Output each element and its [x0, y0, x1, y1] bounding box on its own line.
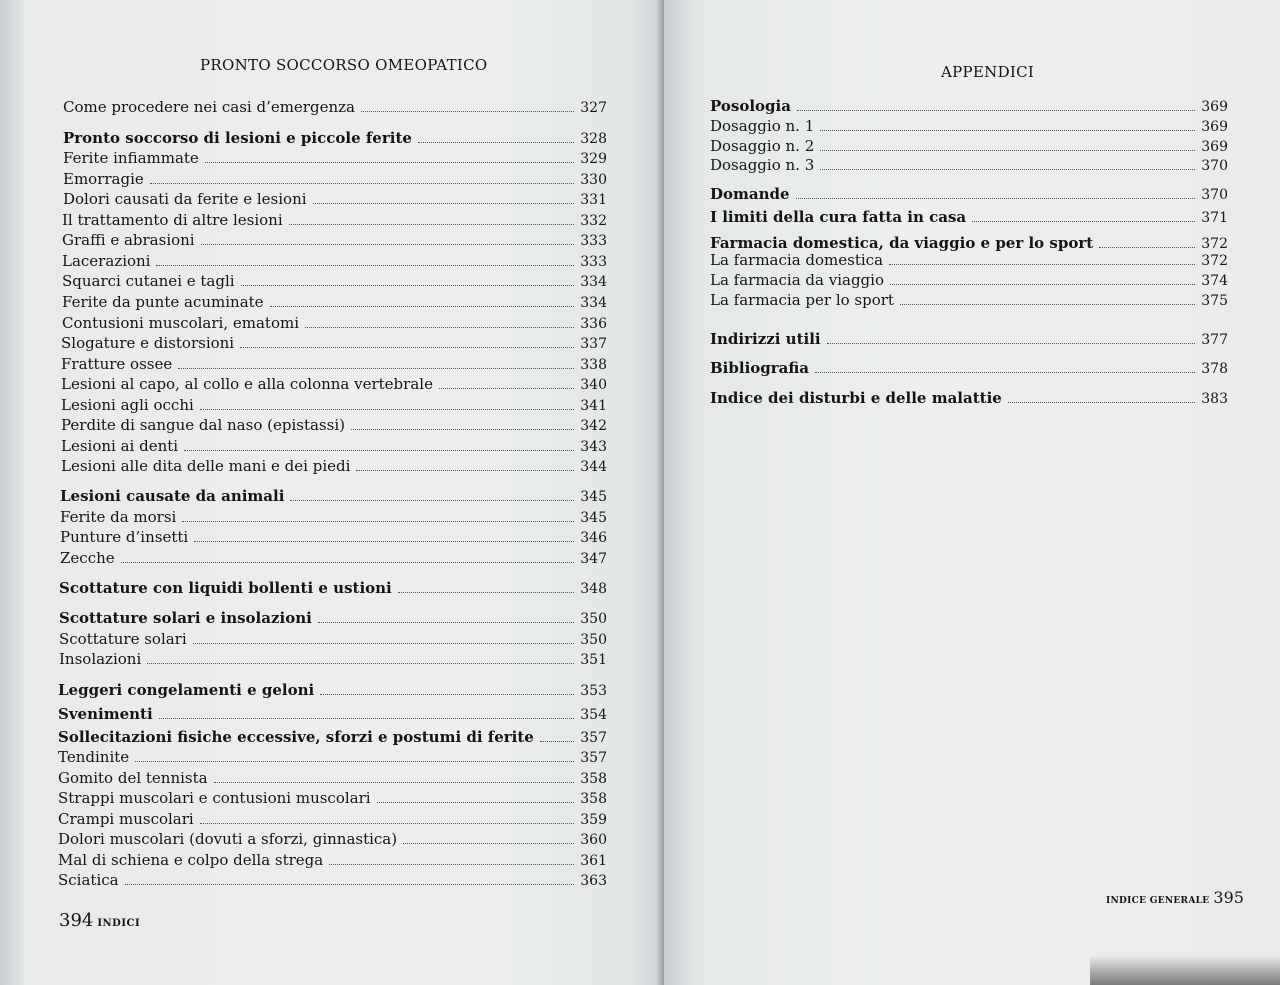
toc-entry[interactable]	[62, 314, 607, 332]
entry-label: Fratture ossee	[61, 355, 173, 373]
entry-page: 348	[580, 581, 607, 597]
toc-entry[interactable]	[61, 457, 607, 475]
entry-page: 361	[580, 853, 607, 869]
section-title-left: PRONTO SOCCORSO OMEOPATICO	[200, 56, 488, 74]
entry-page: 378	[1201, 361, 1228, 377]
entry-label: Indice dei disturbi e delle malattie	[710, 389, 1002, 407]
dot-leader	[439, 387, 574, 389]
entry-page: 358	[580, 771, 607, 787]
dot-leader	[377, 801, 575, 803]
entry-page: 350	[580, 632, 607, 648]
entry-label: Lesioni causate da animali	[60, 487, 285, 505]
entry-page: 328	[580, 131, 607, 147]
entry-page: 336	[580, 316, 607, 332]
entry-label: Perdite di sangue dal naso (epistassi)	[61, 416, 345, 434]
dot-leader	[182, 520, 574, 522]
toc-entry[interactable]	[58, 728, 607, 746]
toc-entry[interactable]	[62, 293, 607, 311]
entry-label: Pronto soccorso di lesioni e piccole ferite	[63, 129, 412, 147]
toc-entry[interactable]	[710, 208, 1228, 226]
toc-entry[interactable]	[59, 579, 607, 597]
dot-leader	[290, 499, 574, 501]
entry-page: 330	[580, 172, 607, 188]
entry-page: 363	[580, 873, 607, 889]
toc-entry[interactable]	[58, 748, 607, 766]
entry-label: Insolazioni	[59, 650, 142, 668]
toc-entry[interactable]	[710, 271, 1228, 289]
entry-label: Mal di schiena e colpo della strega	[58, 851, 324, 869]
entry-page: 354	[580, 707, 607, 723]
toc-entry[interactable]	[61, 396, 607, 414]
toc-entry[interactable]	[61, 375, 607, 393]
dot-leader	[193, 642, 575, 644]
entry-page: 371	[1201, 210, 1228, 226]
toc-entry[interactable]	[60, 487, 607, 505]
entry-label: Slogature e distorsioni	[61, 334, 235, 352]
dot-leader	[1099, 246, 1195, 248]
entry-label: La farmacia domestica	[710, 251, 884, 269]
dot-leader	[201, 243, 575, 245]
dot-leader	[200, 408, 574, 410]
dot-leader	[121, 561, 575, 563]
entry-label: Contusioni muscolari, ematomi	[62, 314, 299, 332]
entry-label: Leggeri congelamenti e geloni	[58, 681, 315, 699]
entry-page: 358	[580, 791, 607, 807]
dot-leader	[320, 693, 574, 695]
entry-page: 329	[580, 151, 607, 167]
entry-label: Lacerazioni	[62, 252, 151, 270]
entry-page: 377	[1201, 332, 1228, 348]
entry-label: La farmacia per lo sport	[710, 291, 894, 309]
toc-entry[interactable]	[63, 190, 607, 208]
toc-entry[interactable]	[60, 549, 607, 567]
entry-page: 351	[580, 652, 607, 668]
entry-page: 327	[580, 100, 607, 116]
entry-label: Indirizzi utili	[710, 330, 821, 348]
entry-page: 360	[580, 832, 607, 848]
toc-entry[interactable]	[58, 810, 607, 828]
dot-leader	[827, 342, 1196, 344]
dot-leader	[156, 264, 574, 266]
entry-page: 347	[580, 551, 607, 567]
toc-entry[interactable]	[710, 137, 1228, 155]
entry-page: 357	[580, 730, 607, 746]
section-title-right: APPENDICI	[941, 63, 1035, 81]
dot-leader	[205, 161, 574, 163]
entry-label: Dosaggio n. 1	[710, 117, 815, 135]
entry-page: 341	[580, 398, 607, 414]
toc-entry[interactable]	[61, 355, 607, 373]
toc-entry[interactable]	[58, 681, 607, 699]
entry-label: Punture d’insetti	[60, 528, 189, 546]
dot-leader	[200, 822, 575, 824]
entry-label: Gomito del tennista	[58, 769, 208, 787]
dot-leader	[889, 263, 1195, 265]
dot-leader	[540, 740, 574, 742]
dot-leader	[240, 346, 574, 348]
entry-label: Il trattamento di altre lesioni	[62, 211, 283, 229]
dot-leader	[184, 449, 574, 451]
entry-page: 334	[580, 274, 607, 290]
dot-leader	[398, 591, 575, 593]
entry-label: Zecche	[60, 549, 115, 567]
dot-leader	[147, 662, 574, 664]
entry-page: 345	[580, 489, 607, 505]
dot-leader	[796, 197, 1196, 199]
toc-entry[interactable]	[62, 252, 607, 270]
entry-page: 333	[580, 254, 607, 270]
entry-page: 372	[1201, 253, 1228, 269]
dot-leader	[159, 717, 575, 719]
entry-label: Come procedere nei casi d’emergenza	[63, 98, 355, 116]
page-footer-right	[1106, 888, 1244, 907]
entry-label: La farmacia da viaggio	[710, 271, 884, 289]
toc-entry[interactable]	[63, 170, 607, 188]
entry-label: Scottature con liquidi bollenti e ustioni	[59, 579, 392, 597]
page-footer-left	[59, 910, 140, 931]
entry-label: Tendinite	[58, 748, 130, 766]
dot-leader	[820, 149, 1195, 151]
entry-label: Emorragie	[63, 170, 144, 188]
entry-page: 338	[580, 357, 607, 373]
dot-leader	[270, 305, 575, 307]
toc-entry[interactable]	[710, 330, 1228, 348]
entry-page: 357	[580, 750, 607, 766]
dot-leader	[890, 283, 1195, 285]
entry-page: 353	[580, 683, 607, 699]
toc-entry[interactable]	[710, 234, 1228, 252]
entry-page: 359	[580, 812, 607, 828]
dot-leader	[150, 182, 575, 184]
entry-label: Dosaggio n. 2	[710, 137, 815, 155]
entry-label: Dolori muscolari (dovuti a sforzi, ginnastica)	[58, 830, 398, 848]
toc-entry[interactable]	[58, 769, 607, 787]
dot-leader	[178, 367, 574, 369]
toc-entry[interactable]	[710, 97, 1228, 115]
toc-entry[interactable]	[61, 334, 607, 352]
entry-page: 375	[1201, 293, 1228, 309]
entry-label: Domande	[710, 185, 790, 203]
running-footer-label: INDICI	[97, 918, 141, 929]
dot-leader	[305, 326, 574, 328]
entry-page: 372	[1201, 236, 1228, 252]
entry-label: Strappi muscolari e contusioni muscolari	[58, 789, 371, 807]
entry-label: Ferite da punte acuminate	[62, 293, 264, 311]
entry-label: Posologia	[710, 97, 791, 115]
dot-leader	[356, 469, 574, 471]
page-number: 394	[59, 910, 94, 931]
page-edge-shadow	[1090, 955, 1280, 985]
entry-label: Scottature solari e insolazioni	[59, 609, 312, 627]
entry-label: Squarci cutanei e tagli	[62, 272, 235, 290]
toc-entry[interactable]	[58, 705, 607, 723]
entry-label: I limiti della cura fatta in casa	[710, 208, 967, 226]
right-page	[664, 0, 1280, 985]
entry-page: 344	[580, 459, 607, 475]
dot-leader	[361, 110, 574, 112]
entry-page: 337	[580, 336, 607, 352]
entry-label: Lesioni ai denti	[61, 437, 179, 455]
entry-page: 370	[1201, 158, 1228, 174]
dot-leader	[418, 141, 574, 143]
entry-label: Lesioni agli occhi	[61, 396, 194, 414]
entry-label: Dolori causati da ferite e lesioni	[63, 190, 307, 208]
entry-label: Lesioni alle dita delle mani e dei piedi	[61, 457, 351, 475]
toc-entry[interactable]	[710, 117, 1228, 135]
entry-label: Crampi muscolari	[58, 810, 194, 828]
dot-leader	[403, 842, 574, 844]
toc-entry[interactable]	[62, 211, 607, 229]
dot-leader	[194, 540, 574, 542]
dot-leader	[135, 760, 574, 762]
toc-entry[interactable]	[59, 650, 607, 668]
toc-entry[interactable]	[58, 789, 607, 807]
entry-page: 350	[580, 611, 607, 627]
entry-label: Ferite infiammate	[63, 149, 199, 167]
entry-page: 369	[1201, 99, 1228, 115]
entry-page: 383	[1201, 391, 1228, 407]
toc-entry[interactable]	[62, 231, 607, 249]
entry-page: 374	[1201, 273, 1228, 289]
toc-entry[interactable]	[710, 389, 1228, 407]
dot-leader	[972, 220, 1195, 222]
toc-entry[interactable]	[710, 185, 1228, 203]
entry-page: 340	[580, 377, 607, 393]
toc-entry[interactable]	[61, 437, 607, 455]
toc-entry[interactable]	[60, 508, 607, 526]
entry-page: 345	[580, 510, 607, 526]
entry-label: Ferite da morsi	[60, 508, 177, 526]
entry-label: Bibliografia	[710, 359, 810, 377]
toc-entry[interactable]	[58, 830, 607, 848]
dot-leader	[815, 371, 1195, 373]
dot-leader	[797, 109, 1195, 111]
dot-leader	[351, 428, 574, 430]
toc-entry[interactable]	[710, 291, 1228, 309]
dot-leader	[318, 621, 574, 623]
toc-entry[interactable]	[63, 129, 607, 147]
entry-label: Sciatica	[58, 871, 119, 889]
dot-leader	[329, 863, 574, 865]
toc-entry[interactable]	[62, 272, 607, 290]
entry-label: Svenimenti	[58, 705, 153, 723]
page-number: 395	[1213, 888, 1244, 907]
entry-page: 332	[580, 213, 607, 229]
toc-entry[interactable]	[710, 156, 1228, 174]
toc-entry[interactable]	[710, 251, 1228, 269]
dot-leader	[820, 168, 1195, 170]
toc-entry[interactable]	[58, 871, 607, 889]
entry-page: 333	[580, 233, 607, 249]
toc-entry[interactable]	[59, 609, 607, 627]
toc-entry[interactable]	[63, 149, 607, 167]
dot-leader	[900, 303, 1195, 305]
dot-leader	[125, 883, 575, 885]
entry-label: Graffi e abrasioni	[62, 231, 195, 249]
dot-leader	[820, 129, 1195, 131]
entry-page: 346	[580, 530, 607, 546]
toc-entry[interactable]	[61, 416, 607, 434]
entry-label: Dosaggio n. 3	[710, 156, 815, 174]
entry-page: 370	[1201, 187, 1228, 203]
dot-leader	[313, 202, 575, 204]
entry-label: Farmacia domestica, da viaggio e per lo sport	[710, 234, 1094, 252]
entry-page: 369	[1201, 139, 1228, 155]
entry-page: 342	[580, 418, 607, 434]
dot-leader	[241, 284, 575, 286]
toc-entry[interactable]	[60, 528, 607, 546]
toc-entry[interactable]	[63, 98, 607, 116]
entry-label: Lesioni al capo, al collo e alla colonna vertebrale	[61, 375, 433, 393]
entry-page: 331	[580, 192, 607, 208]
entry-label: Sollecitazioni fisiche eccessive, sforzi e postumi di ferite	[58, 728, 534, 746]
toc-entry[interactable]	[710, 359, 1228, 377]
dot-leader	[1008, 401, 1195, 403]
toc-entry[interactable]	[59, 630, 607, 648]
toc-entry[interactable]	[58, 851, 607, 869]
dot-leader	[289, 223, 575, 225]
running-footer-label: INDICE GENERALE	[1106, 896, 1210, 906]
entry-page: 343	[580, 439, 607, 455]
entry-label: Scottature solari	[59, 630, 187, 648]
entry-page: 369	[1201, 119, 1228, 135]
entry-page: 334	[580, 295, 607, 311]
dot-leader	[214, 781, 575, 783]
